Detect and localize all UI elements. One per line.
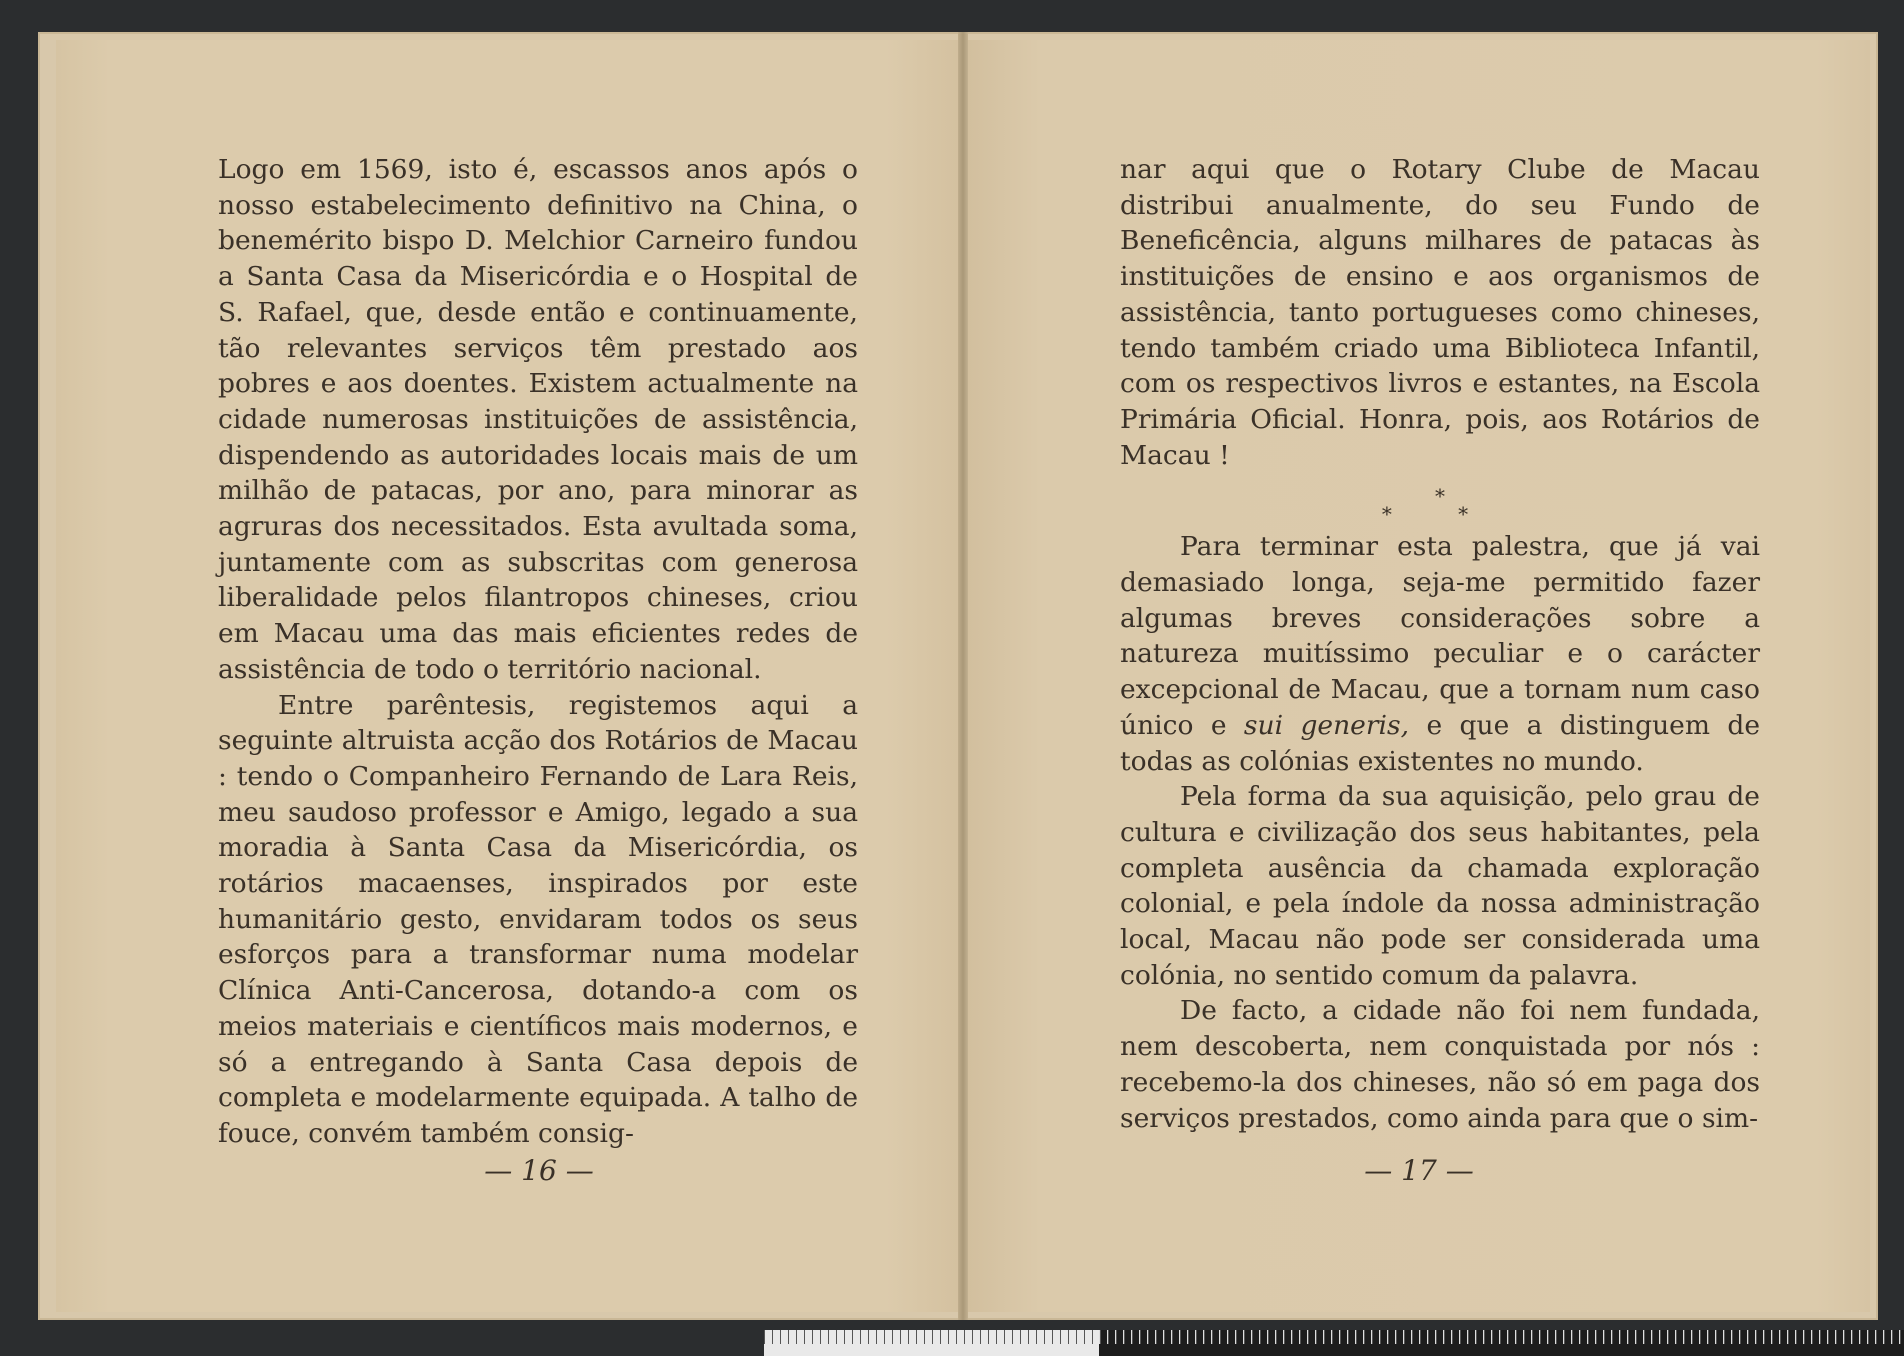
right-paragraph-3: Pela forma da sua aquisição, pelo grau de cultura e civilização dos seus habitantes, pela completa ausência da chamada exploração colonial, e pela índole da nossa administração local, Macau não pode ser considerada uma colónia, no sentido comum da palavra.	[1120, 781, 1760, 991]
right-page	[968, 40, 1870, 1312]
separator-stars-bottom: * *	[1381, 502, 1499, 527]
right-paragraph-2-end: e que a distinguem de todas as colónias existentes no mundo.	[1120, 709, 1761, 777]
page-number-16: — 16 —	[484, 1154, 594, 1187]
left-page-text	[218, 152, 858, 1152]
book-gutter	[958, 32, 968, 1320]
section-separator	[1120, 473, 1760, 529]
left-page	[56, 40, 958, 1312]
left-paragraph-1: Logo em 1569, isto é, escassos anos após o nosso estabelecimento definitivo na China, o benemérito bispo D. Melchior Carneiro fundou a Santa Casa da Misericórdia e o Hospital de S. Rafael, que, desde então e continuamente, tão relevantes serviços têm prestado aos pobres e aos doentes. Existem actualmente na cidade numerosas instituições de assistência, dispendendo as autoridades locais mais de um milhão de patacas, por ano, para minorar as agruras dos necessitados. Esta avultada soma, juntamente com as subscritas com generosa liberalidade pelos filantropos chineses, criou em Macau uma das mais eficientes redes de assistência de todo o território nacional.	[218, 154, 858, 685]
sui-generis-italic: sui generis,	[1243, 709, 1410, 741]
page-number-17: — 17 —	[1364, 1154, 1474, 1187]
ruler-ticks-light	[1099, 1330, 1904, 1344]
right-paragraph-4: De facto, a cidade não foi nem fundada, nem descoberta, nem conquistada por nós : recebemo-la dos chineses, não só em paga dos serviços prestados, como ainda para que o sim-	[1120, 995, 1760, 1134]
scale-ruler	[764, 1330, 1904, 1356]
right-paragraph-1: nar aqui que o Rotary Clube de Macau distribui anualmente, do seu Fundo de Beneficência, alguns milhares de patacas às instituições de ensino e aos organismos de assistência, tanto portugueses como chineses, tendo também criado uma Biblioteca Infantil, com os respectivos livros e estantes, na Escola Primária Oficial. Honra, pois, aos Rotários de Macau !	[1120, 154, 1760, 471]
right-paragraph-2	[1120, 529, 1760, 779]
left-paragraph-2: Entre parêntesis, registemos aqui a seguinte altruista acção dos Rotários de Macau : tendo o Companheiro Fernando de Lara Reis, meu saudoso professor e Amigo, legado a sua moradia à Santa Casa da Misericórdia, os rotários macaenses, inspirados por este humanitário gesto, envidaram todos os seus esforços para a transformar numa modelar Clínica Anti-Cancerosa, dotando-a com os meios materiais e científicos mais modernos, e só a entregando à Santa Casa depois de completa e modelarmente equipada. A talho de fouce, convém também consig-	[218, 689, 858, 1149]
right-paragraph-2-text: Para terminar esta palestra, que já vai demasiado longa, seja-me permitido fazer algumas breves considerações sobre a natureza muitíssimo peculiar e o carácter excepcional de Macau, que a tornam num caso único e	[1120, 531, 1760, 741]
open-booklet	[38, 32, 1878, 1320]
right-page-text	[1120, 152, 1760, 1136]
separator-star-top: *	[1435, 484, 1445, 509]
